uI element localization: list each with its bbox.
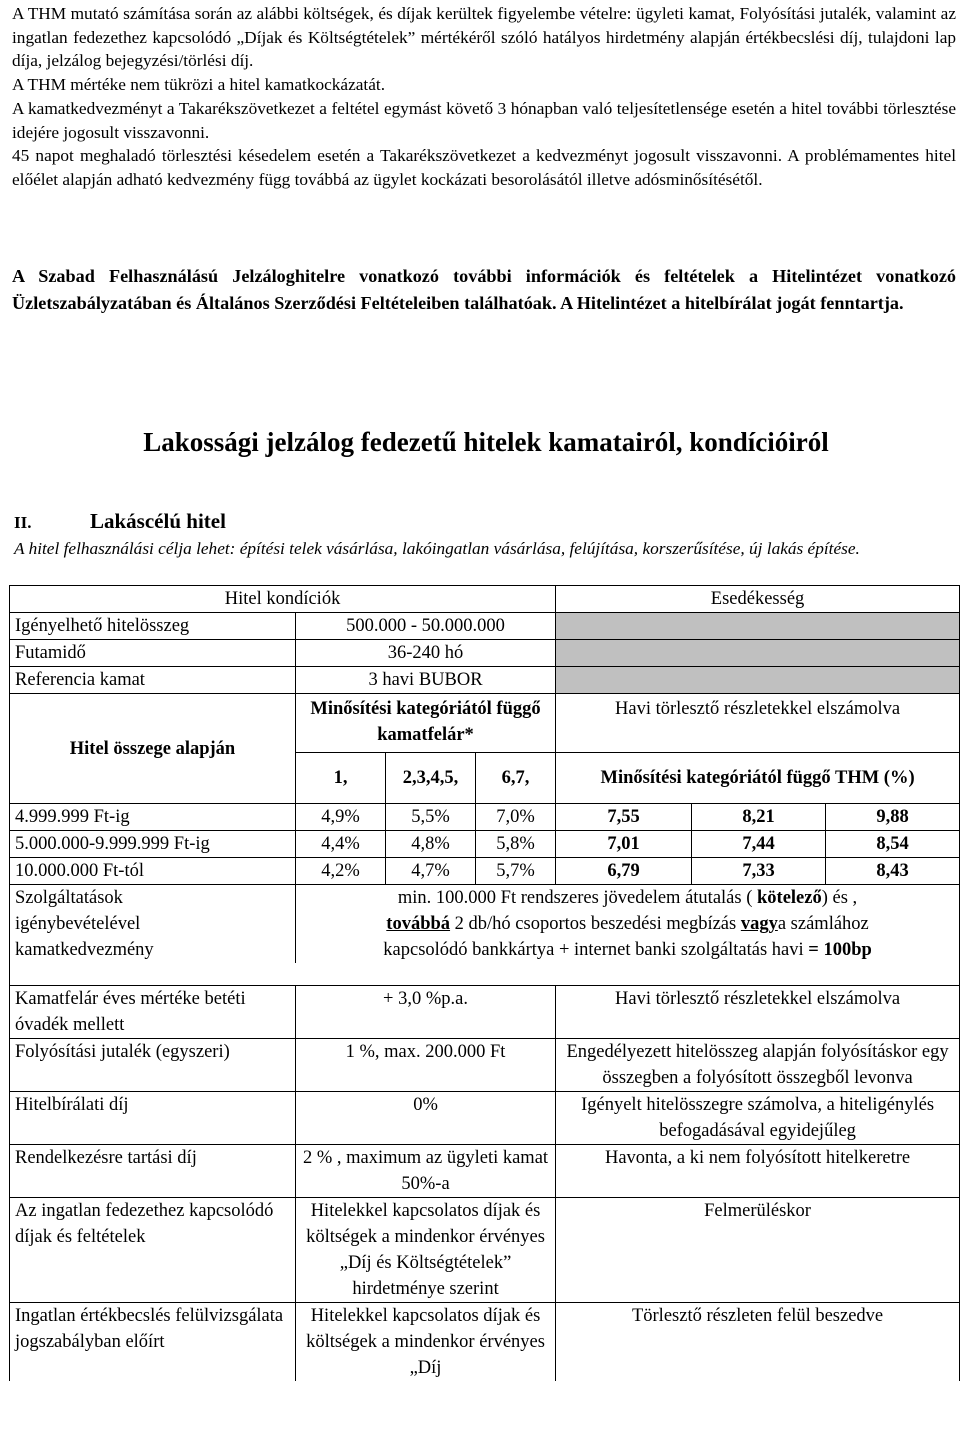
table-row bbox=[10, 694, 960, 753]
fee-row: Rendelkezésre tartási díj 2 % , maximum az ügyleti kamat 50%-a Havonta, a ki nem folyósított hitelkeretre bbox=[10, 1145, 960, 1198]
thm-header: Minősítési kategóriától függő THM (%) bbox=[556, 753, 960, 804]
amount-label: Igényelhető hitelösszeg bbox=[10, 613, 296, 640]
table-row bbox=[10, 613, 960, 640]
fee-row: Kamatfelár éves mértéke betéti óvadék mellett + 3,0 %p.a. Havi törlesztő részletekkel elszámolva bbox=[10, 986, 960, 1039]
ref-value: 3 havi BUBOR bbox=[296, 667, 556, 694]
table-row: 10.000.000 Ft-tól 4,2% 4,7% 5,7% 6,79 7,33 8,43 bbox=[10, 858, 960, 885]
category-1: 1, bbox=[296, 753, 386, 804]
fee-row: Folyósítási jutalék (egyszeri) 1 %, max. 200.000 Ft Engedélyezett hitelösszeg alapján folyósításkor egy összegben a folyósított összegből levonva bbox=[10, 1039, 960, 1092]
fee-row: Ingatlan értékbecslés felülvizsgálata jogszabályban előírt Hitelekkel kapcsolatos díjak és költségek a mindenkor érvényes „Díj Törlesztő részleten felül beszedve bbox=[10, 1303, 960, 1382]
intro-paragraph-delay: 45 napot meghaladó törlesztési késedelem esetén a Takarékszövetkezet a kedvezményt jogosult visszavonni. A problémamentes hitel előélet alapján adható kedvezmény függ továbbá az ügylet kockázati besorolásától illetve adósminősítésétől. bbox=[12, 146, 956, 189]
intro-paragraph-thm: A THM mutató számítása során az alábbi költségek, és díjak kerültek figyelembe vételre: ügyleti kamat, Folyósítási jutalék, valamint az ingatlan fedezethez kapcsolódó „Díjak és Költségtételek” mértékéről szóló hatályos hirdetmény alapján értékbecslési díj, tulajdoni lap díja, jelzálog bejegyzési/törlési díj. A THM mértéke nem tükrözi a hitel kamatkockázatát. bbox=[12, 4, 956, 94]
loan-purpose: A hitel felhasználási célja lehet: építési telek vásárlása, lakóingatlan vásárlása, felújítása, korszerűsítése, új lakás építése. bbox=[14, 539, 860, 558]
service-discount-row bbox=[10, 885, 960, 964]
service-label: Szolgáltatások igénybevételével kamatkedvezmény bbox=[10, 885, 296, 964]
section-name: Lakáscélú hitel bbox=[90, 509, 226, 533]
terms-note: A Szabad Felhasználású Jelzáloghitelre vonatkozó további információk és feltételek a Hitelintézet vonatkozó Üzletszabályzatában és Általános Szerződési Feltételeiben találhatóak. A Hitelintézet a hitelbírálat jogát fenntartja. bbox=[12, 266, 956, 313]
fee-row: Az ingatlan fedezethez kapcsolódó díjak és feltételek Hitelekkel kapcsolatos díjak és költségek a mindenkor érvényes „Díj és Költségtételek” hirdetménye szerint Felmerüléskor bbox=[10, 1198, 960, 1303]
monthly-header: Havi törlesztő részletekkel elszámolva bbox=[556, 694, 960, 753]
section-number: II. bbox=[14, 513, 32, 532]
intro-paragraph-discount-revoke: A kamatkedvezményt a Takarékszövetkezet a feltétel egymást követő 3 hónapban való teljesítetlensége esetén a hitel további törlesztése idejére jogosult visszavonni. bbox=[12, 99, 956, 142]
table-header-row bbox=[10, 586, 960, 613]
category-3: 6,7, bbox=[476, 753, 556, 804]
header-due: Esedékesség bbox=[556, 586, 960, 613]
header-conditions: Hitel kondíciók bbox=[10, 586, 556, 613]
ref-label: Referencia kamat bbox=[10, 667, 296, 694]
conditions-table bbox=[9, 585, 960, 1381]
term-label: Futamidő bbox=[10, 640, 296, 667]
by-amount-label: Hitel összege alapján bbox=[10, 694, 296, 804]
margin-header: Minősítési kategóriától függő kamatfelár* bbox=[296, 694, 556, 753]
category-2: 2,3,4,5, bbox=[386, 753, 476, 804]
page-title: Lakossági jelzálog fedezetű hitelek kamatairól, kondícióiról bbox=[143, 427, 829, 457]
service-text: min. 100.000 Ft rendszeres jövedelem átutalás ( kötelező) és , továbbá 2 db/hó csoportos beszedési megbízás vagya számlához kapcsolódó bankkártya + internet banki szolgáltatás havi = 100bp bbox=[296, 885, 960, 964]
table-row bbox=[10, 640, 960, 667]
table-row: 4.999.999 Ft-ig 4,9% 5,5% 7,0% 7,55 8,21 9,88 bbox=[10, 804, 960, 831]
amount-value: 500.000 - 50.000.000 bbox=[296, 613, 556, 640]
section-heading bbox=[14, 509, 226, 534]
term-value: 36-240 hó bbox=[296, 640, 556, 667]
table-row bbox=[10, 667, 960, 694]
table-row: 5.000.000-9.999.999 Ft-ig 4,4% 4,8% 5,8% 7,01 7,44 8,54 bbox=[10, 831, 960, 858]
fee-row: Hitelbírálati díj 0% Igényelt hitelösszegre számolva, a hiteligénylés befogadásával egyidejűleg bbox=[10, 1092, 960, 1145]
